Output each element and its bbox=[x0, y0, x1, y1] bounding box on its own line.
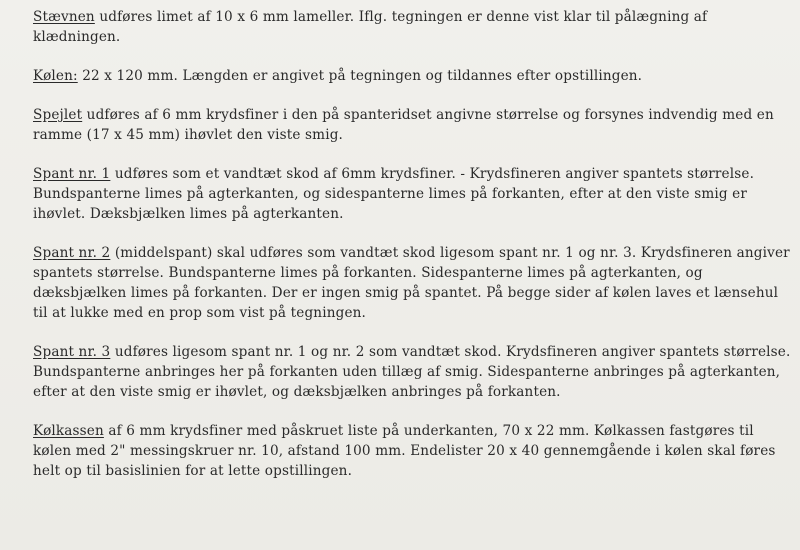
paragraph-kolen bbox=[33, 66, 792, 86]
paragraph-text: udføres af 6 mm krydsfiner i den på spanteridset angivne størrelse og forsynes indvendig med en ramme (17 x 45 mm) ihøvlet den viste smig. bbox=[33, 107, 774, 143]
paragraph-spant-3 bbox=[33, 342, 792, 402]
heading-spant-1: Spant nr. 1 bbox=[33, 166, 111, 182]
heading-kolkassen: Kølkassen bbox=[33, 423, 104, 439]
paragraph-spejlet bbox=[33, 105, 792, 145]
paragraph-spant-1 bbox=[33, 164, 792, 224]
paragraph-text: udføres ligesom spant nr. 1 og nr. 2 som vandtæt skod. Krydsfineren angiver spantets størrelse. Bundspanterne anbringes her på forkanten uden tillæg af smig. Sidespanterne anbringes på agterkanten, efter at den viste smig er ihøvlet, og dæksbjælken anbringes på forkanten. bbox=[33, 344, 791, 400]
paragraph-text: (middelspant) skal udføres som vandtæt skod ligesom spant nr. 1 og nr. 3. Krydsfineren angiver spantets størrelse. Bundspanterne limes på forkanten. Sidespanterne limes på agterkanten, og dæksbjælken limes på forkanten. Der er ingen smig på spantet. På begge sider af kølen laves et lænsehul til at lukke med en prop som vist på tegningen. bbox=[33, 245, 790, 321]
paragraph-text: udføres som et vandtæt skod af 6mm krydsfiner. - Krydsfineren angiver spantets størrelse. Bundspanterne limes på agterkanten, og sidespanterne limes på forkanten, efter at den viste smig er ihøvlet. Dæksbjælken limes på agterkanten. bbox=[33, 166, 755, 222]
paragraph-text: udføres limet af 10 x 6 mm lameller. Iflg. tegningen er denne vist klar til pålægning af klædningen. bbox=[33, 9, 708, 45]
heading-spejlet: Spejlet bbox=[33, 107, 83, 123]
paragraph-kolkassen bbox=[33, 421, 792, 481]
paragraph-staevnen bbox=[33, 7, 792, 47]
heading-spant-2: Spant nr. 2 bbox=[33, 245, 111, 261]
heading-kolen: Kølen: bbox=[33, 68, 78, 84]
heading-staevnen: Stævnen bbox=[33, 9, 95, 25]
paragraph-text: af 6 mm krydsfiner med påskruet liste på underkanten, 70 x 22 mm. Kølkassen fastgøres til kølen med 2" messingskruer nr. 10, afstand 100 mm. Endelister 20 x 40 gennemgående i kølen skal føres helt op til basislinien for at lette opstillingen. bbox=[33, 423, 776, 479]
paragraph-text: 22 x 120 mm. Længden er angivet på tegningen og tildannes efter opstillingen. bbox=[77, 68, 643, 84]
paragraph-spant-2 bbox=[33, 243, 792, 323]
heading-spant-3: Spant nr. 3 bbox=[33, 344, 111, 360]
